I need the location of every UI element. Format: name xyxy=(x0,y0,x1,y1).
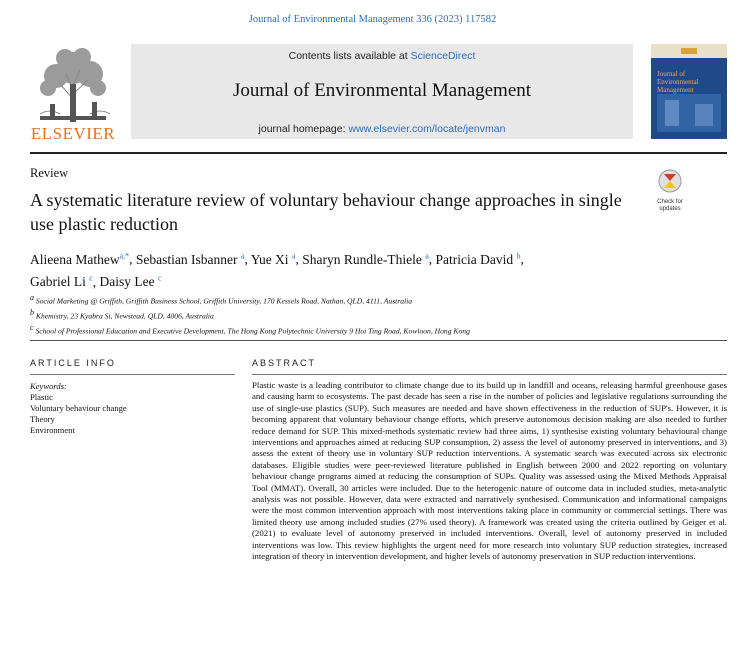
author-affil-marker[interactable]: a xyxy=(291,251,296,260)
author-name: Sebastian Isbanner xyxy=(135,251,238,267)
contents-line xyxy=(131,50,633,62)
keyword: Plastic xyxy=(30,392,53,402)
affiliation-marker: b xyxy=(30,307,34,317)
abstract-heading: ABSTRACT xyxy=(252,358,317,368)
journal-title[interactable]: Journal of Environmental Management xyxy=(232,80,532,101)
author-name: Yue Xi xyxy=(250,251,289,267)
author-affil-marker[interactable]: b xyxy=(516,251,521,260)
author-affil-marker[interactable]: a xyxy=(240,251,245,260)
author[interactable] xyxy=(100,274,162,289)
author[interactable] xyxy=(30,274,93,289)
section-divider xyxy=(30,340,727,341)
homepage-prefix: journal homepage: xyxy=(258,123,349,135)
author-affil-marker[interactable]: a,* xyxy=(119,251,130,260)
author-name: Daisy Lee xyxy=(99,274,155,289)
author-affil-marker[interactable]: a xyxy=(425,251,429,260)
crossmark-icon xyxy=(652,168,688,194)
affiliation-text: Khemistry, 23 Kyabra St, Newstead, QLD, 4006, Australia xyxy=(35,311,214,321)
affiliation xyxy=(30,322,710,337)
keyword: Environment xyxy=(30,425,75,435)
keywords-block xyxy=(30,381,127,436)
author[interactable] xyxy=(251,252,296,267)
cover-title: Journal of Environmental Management xyxy=(657,70,699,94)
elsevier-tree-icon xyxy=(30,44,116,124)
keyword: Theory xyxy=(30,414,55,424)
abstract-text: Plastic waste is a leading contributor to climate change due to its build up in landfill and oceans, releasing harmful greenhouse gases and causing harm to ecosystems. The past decade has seen a rise in the number of policies and legislative regulations surrounding the use of single-use plastics (SUP). Such measures are needed and have shown effectiveness in the reduction of SUP's. However, it is becoming apparent that voluntary behaviour change efforts, which preserve autonomous decision making are also needed to further reduce demand for SUP. This mixed-methods systematic review had three aims, 1) synthesise existing voluntary behavioural change interventions and approaches aimed at reducing SUP consumption, 2) assess the level of autonomy preserved in interventions, and 3) assess the extent of theory use in voluntary SUP reduction interventions. A systematic search was executed across six electronic databases. Eligible studies were peer-reviewed literature published in English between 2000 and 2022 reporting on voluntary behaviour change programs aimed at reducing the consumption of SUPs. Quality was assessed using the Mixed Methods Appraisal Tool (MMAT). Overall, 30 articles were included. Due to the heterogenic nature of outcome data in included studies, meta-analytic analysis was not possible. However, data were extracted and narratively synthesised. Communication and informational campaigns were the most common intervention approach with most interventions taking place in community or commercial settings. There was limited theory use among included studies (27% used theory). A framework was created using the criteria outlined by Geiger et al. (2021) to evaluate level of autonomy preserved in included interventions. Overall, level of autonomy preserved in included interventions was low. This review highlights the urgent need for more research into voluntary SUP reduction strategies, increased integration of theory in intervention development, and higher levels of autonomy preservation in SUP reduction interventions. xyxy=(252,380,727,562)
author-name: Patricia David xyxy=(435,251,514,267)
article-type: Review xyxy=(30,166,69,180)
article-info-rule xyxy=(30,374,235,375)
affiliation xyxy=(30,292,710,307)
keywords-label: Keywords: xyxy=(30,381,67,391)
homepage-line xyxy=(131,123,633,135)
author-name: Alieena Mathew xyxy=(30,251,120,267)
affiliation-text: School of Professional Education and Executive Development, The Hong Kong Polytechnic University 9 Hoi Ting Road, Kowloon, Hong Kong xyxy=(35,326,470,336)
author[interactable] xyxy=(30,252,129,267)
journal-banner xyxy=(131,44,633,139)
author[interactable] xyxy=(136,252,245,267)
affiliation-text: Social Marketing @ Griffith, Griffith Business School, Griffith University, 170 Kessels Road, Nathan, QLD, 4111, Australia xyxy=(35,296,413,306)
author-list: Alieena Mathew$^{a,*}$, Sebastian Isbanner $^a$, Yue Xi $^a$, Sharyn Rundle-Thiele $^a$, Patricia David $^b$, Gabriel Li $^c$, Daisy Lee $^c$ xyxy=(30,251,524,289)
abstract-rule xyxy=(252,374,727,375)
author-name: Gabriel Li xyxy=(30,274,86,289)
affiliation-marker: a xyxy=(30,293,34,302)
contents-prefix: Contents lists available at xyxy=(288,50,411,62)
journal-cover-thumbnail[interactable] xyxy=(651,44,727,139)
journal-homepage-link[interactable]: www.elsevier.com/locate/jenvman xyxy=(348,123,506,135)
article-title: A systematic literature review of voluntary behaviour change approaches in single use plastic reduction xyxy=(30,190,622,234)
affiliation-marker: c xyxy=(30,322,34,332)
affiliation xyxy=(30,307,710,322)
author-name: Sharyn Rundle-Thiele xyxy=(302,251,422,267)
sciencedirect-link[interactable]: ScienceDirect xyxy=(410,50,476,62)
check-for-updates-label: Check for updates xyxy=(657,199,683,212)
affiliation-list xyxy=(30,292,710,337)
keyword: Voluntary behaviour change xyxy=(30,403,127,413)
elsevier-wordmark: ELSEVIER xyxy=(30,124,116,143)
check-for-updates-badge[interactable] xyxy=(652,168,688,212)
article-info-heading: ARTICLE INFO xyxy=(30,358,116,368)
author-affil-marker[interactable]: c xyxy=(89,273,93,283)
header-divider xyxy=(30,152,727,154)
author[interactable] xyxy=(436,252,521,267)
author[interactable] xyxy=(302,252,429,267)
journal-citation[interactable]: Journal of Environmental Management 336 (2023) 117582 xyxy=(248,14,497,25)
author-affil-marker[interactable]: c xyxy=(158,273,162,283)
